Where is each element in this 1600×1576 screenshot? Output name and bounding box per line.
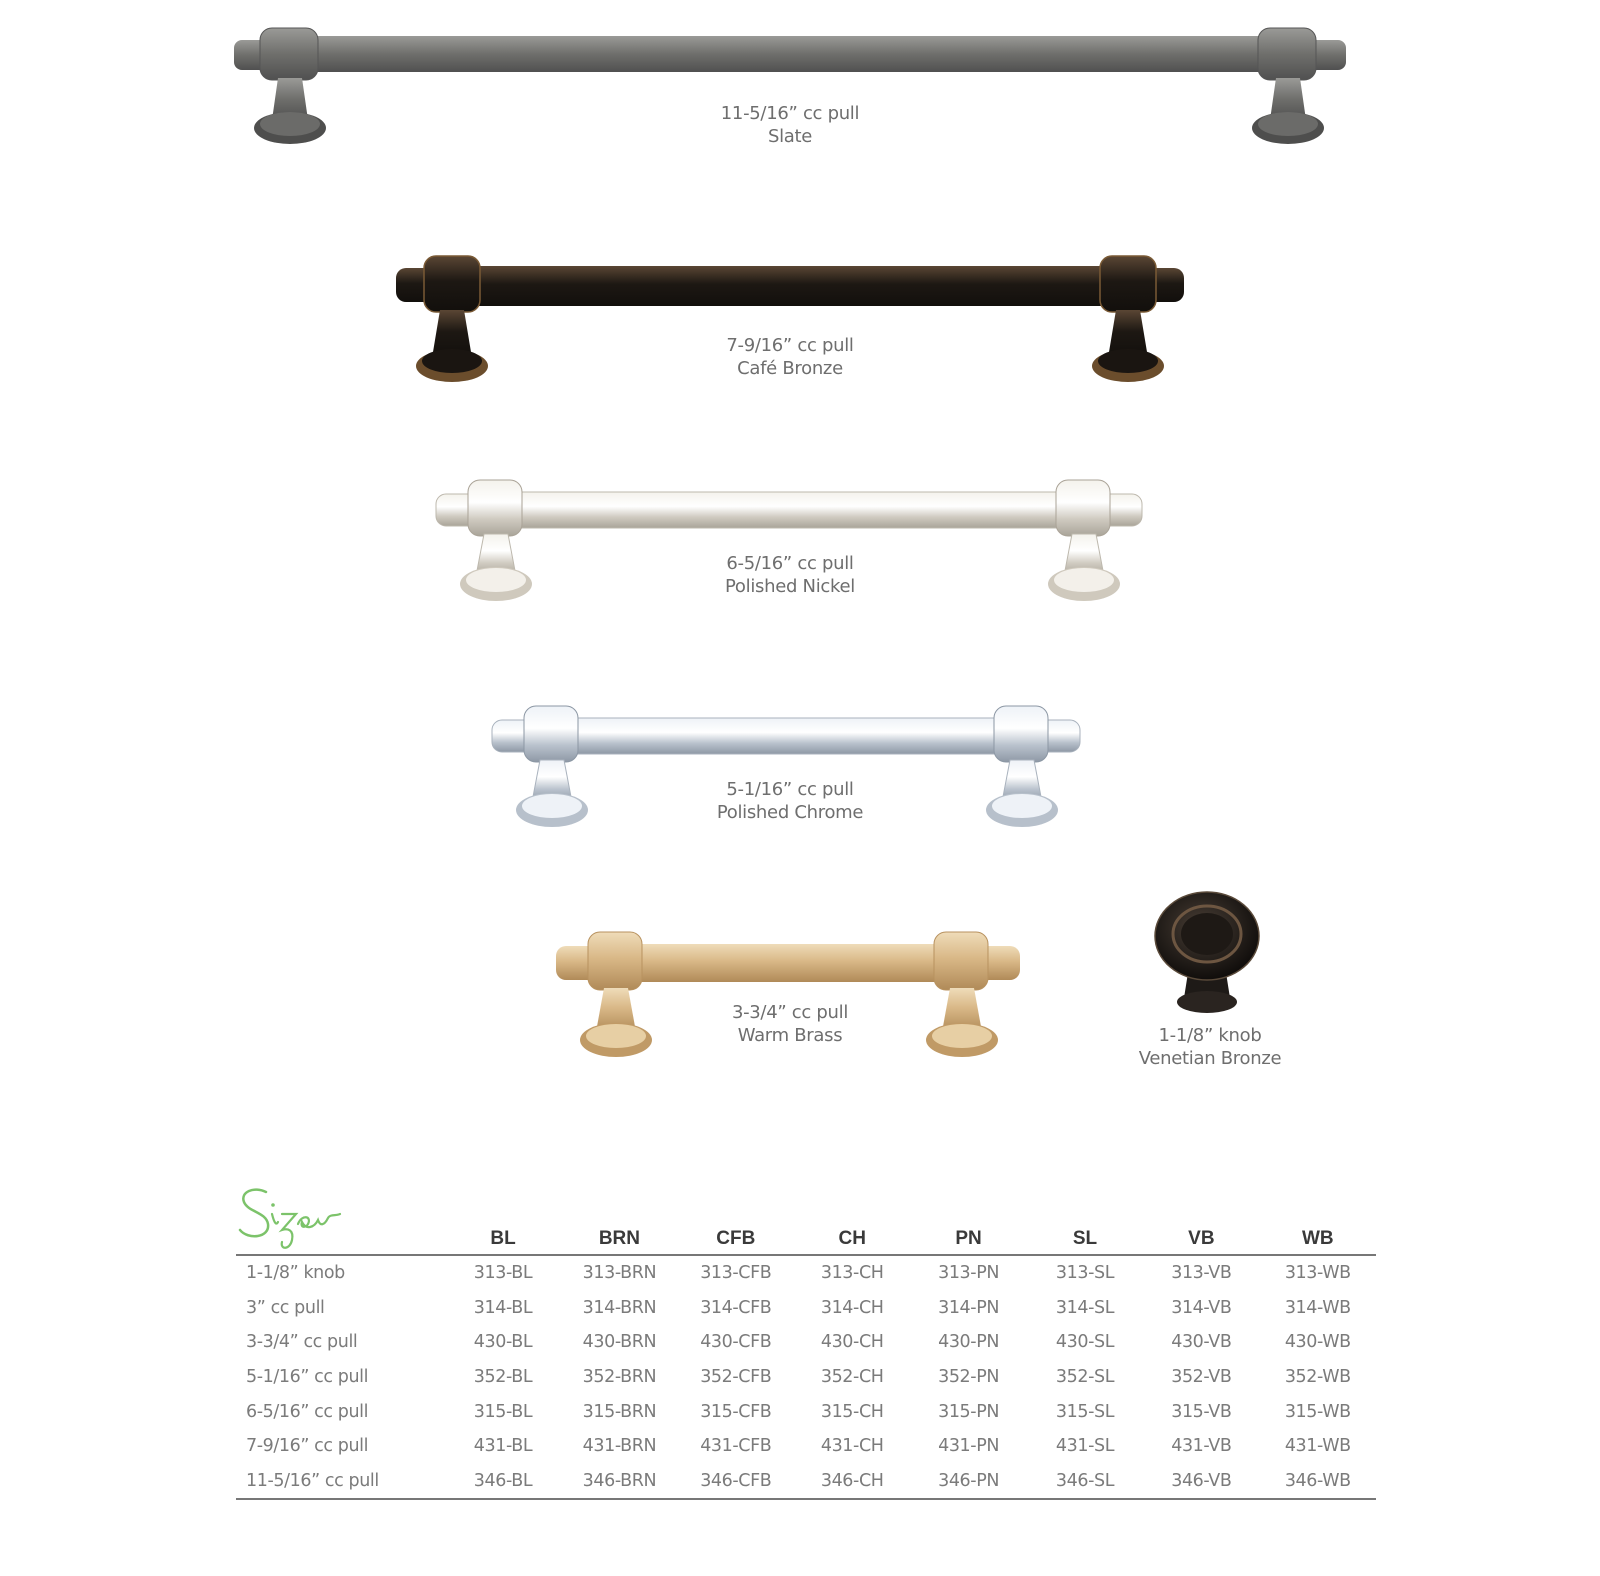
caption-polished-nickel [690, 552, 890, 598]
table-cell: 431-CH [820, 1436, 884, 1457]
table-cell: 346-BL [473, 1470, 533, 1491]
table-cell: 315-WB [1284, 1401, 1351, 1422]
table-cell: 346-BRN [582, 1470, 657, 1491]
table-cell: 352-CFB [700, 1367, 772, 1388]
header-blank [236, 1214, 445, 1255]
column-header: BL [490, 1228, 516, 1249]
header-row [236, 1214, 1376, 1255]
table-cell: 430-SL [1055, 1332, 1115, 1353]
table-cell: 430-PN [938, 1332, 1000, 1353]
table-cell: 313-CH [820, 1263, 884, 1284]
table-cell: 431-PN [938, 1436, 1000, 1457]
table-cell: 315-PN [938, 1401, 1000, 1422]
table-row [236, 1255, 1376, 1291]
sizes-grid [236, 1214, 1376, 1500]
caption-polished-chrome [690, 778, 890, 824]
table-cell: 430-CH [820, 1332, 884, 1353]
table-cell: 313-SL [1055, 1263, 1115, 1284]
table-cell: 315-CFB [700, 1401, 772, 1422]
caption-cafe-bronze [690, 334, 890, 380]
table-cell: 314-CH [820, 1297, 884, 1318]
caption-size: 6-5/16” cc pull [726, 553, 854, 574]
table-cell: 313-BL [473, 1263, 533, 1284]
row-label: 1-1/8” knob [246, 1263, 345, 1284]
table-cell: 431-BL [473, 1436, 533, 1457]
table-row [236, 1360, 1376, 1395]
table-cell: 315-CH [820, 1401, 884, 1422]
table-cell: 352-SL [1055, 1367, 1115, 1388]
row-label: 3” cc pull [246, 1297, 325, 1318]
venetian-bronze-knob-image [1152, 890, 1262, 1014]
table-cell: 430-VB [1171, 1332, 1232, 1353]
caption-finish: Slate [767, 126, 813, 147]
table-cell: 314-VB [1171, 1297, 1232, 1318]
table-cell: 346-SL [1055, 1470, 1115, 1491]
table-cell: 315-BL [473, 1401, 533, 1422]
table-row [236, 1464, 1376, 1500]
table-cell: 352-PN [938, 1367, 1000, 1388]
table-cell: 314-BL [473, 1297, 533, 1318]
table-row [236, 1394, 1376, 1429]
table-cell: 431-VB [1171, 1436, 1232, 1457]
caption-size: 11-5/16” cc pull [720, 103, 860, 124]
table-cell: 314-BRN [582, 1297, 657, 1318]
caption-slate [690, 102, 890, 148]
table-cell: 431-CFB [700, 1436, 772, 1457]
table-cell: 314-SL [1055, 1297, 1115, 1318]
caption-finish: Polished Chrome [716, 802, 864, 823]
table-cell: 430-WB [1284, 1332, 1351, 1353]
table-row [236, 1429, 1376, 1464]
table-cell: 352-CH [820, 1367, 884, 1388]
row-label: 3-3/4” cc pull [246, 1332, 358, 1353]
table-cell: 431-WB [1284, 1436, 1351, 1457]
row-label: 7-9/16” cc pull [246, 1436, 369, 1457]
caption-finish: Warm Brass [737, 1025, 843, 1046]
caption-finish: Polished Nickel [725, 576, 855, 597]
table-row [236, 1325, 1376, 1360]
row-label: 11-5/16” cc pull [246, 1470, 379, 1491]
row-label: 6-5/16” cc pull [246, 1401, 369, 1422]
caption-finish: Café Bronze [737, 358, 843, 379]
table-cell: 352-BL [473, 1367, 533, 1388]
table-cell: 346-WB [1284, 1470, 1351, 1491]
table-cell: 314-WB [1284, 1297, 1351, 1318]
caption-warm-brass [690, 1001, 890, 1047]
caption-venetian-bronze [1110, 1024, 1310, 1070]
table-row [236, 1291, 1376, 1326]
table-cell: 346-CH [820, 1470, 884, 1491]
table-cell: 430-BRN [582, 1332, 657, 1353]
table-cell: 314-CFB [700, 1297, 772, 1318]
caption-finish: Venetian Bronze [1138, 1048, 1282, 1069]
column-header: VB [1188, 1228, 1215, 1249]
table-cell: 352-BRN [582, 1367, 657, 1388]
column-header: PN [955, 1228, 982, 1249]
table-cell: 346-PN [938, 1470, 1000, 1491]
caption-size: 3-3/4” cc pull [731, 1002, 849, 1023]
column-header: CH [838, 1228, 866, 1249]
table-cell: 313-BRN [582, 1263, 657, 1284]
table-cell: 313-PN [938, 1263, 1000, 1284]
column-header: SL [1072, 1228, 1098, 1249]
table-cell: 352-VB [1171, 1367, 1232, 1388]
table-cell: 346-VB [1171, 1470, 1232, 1491]
table-cell: 315-VB [1171, 1401, 1232, 1422]
product-venetian-bronze-knob [1152, 890, 1262, 1014]
table-cell: 315-SL [1055, 1401, 1115, 1422]
column-header: WB [1301, 1228, 1334, 1249]
caption-size: 5-1/16” cc pull [726, 779, 854, 800]
table-cell: 313-WB [1284, 1263, 1351, 1284]
caption-size: 1-1/8” knob [1158, 1025, 1262, 1046]
table-cell: 431-BRN [582, 1436, 657, 1457]
row-label: 5-1/16” cc pull [246, 1367, 369, 1388]
table-cell: 431-SL [1055, 1436, 1115, 1457]
column-header: BRN [598, 1228, 640, 1249]
table-cell: 313-VB [1171, 1263, 1232, 1284]
column-header: CFB [716, 1228, 756, 1249]
table-cell: 430-CFB [700, 1332, 772, 1353]
caption-size: 7-9/16” cc pull [726, 335, 854, 356]
table-cell: 352-WB [1284, 1367, 1351, 1388]
table-cell: 346-CFB [700, 1470, 772, 1491]
table-cell: 314-PN [938, 1297, 1000, 1318]
table-cell: 315-BRN [582, 1401, 657, 1422]
table-cell: 430-BL [473, 1332, 533, 1353]
table-cell: 313-CFB [700, 1263, 772, 1284]
